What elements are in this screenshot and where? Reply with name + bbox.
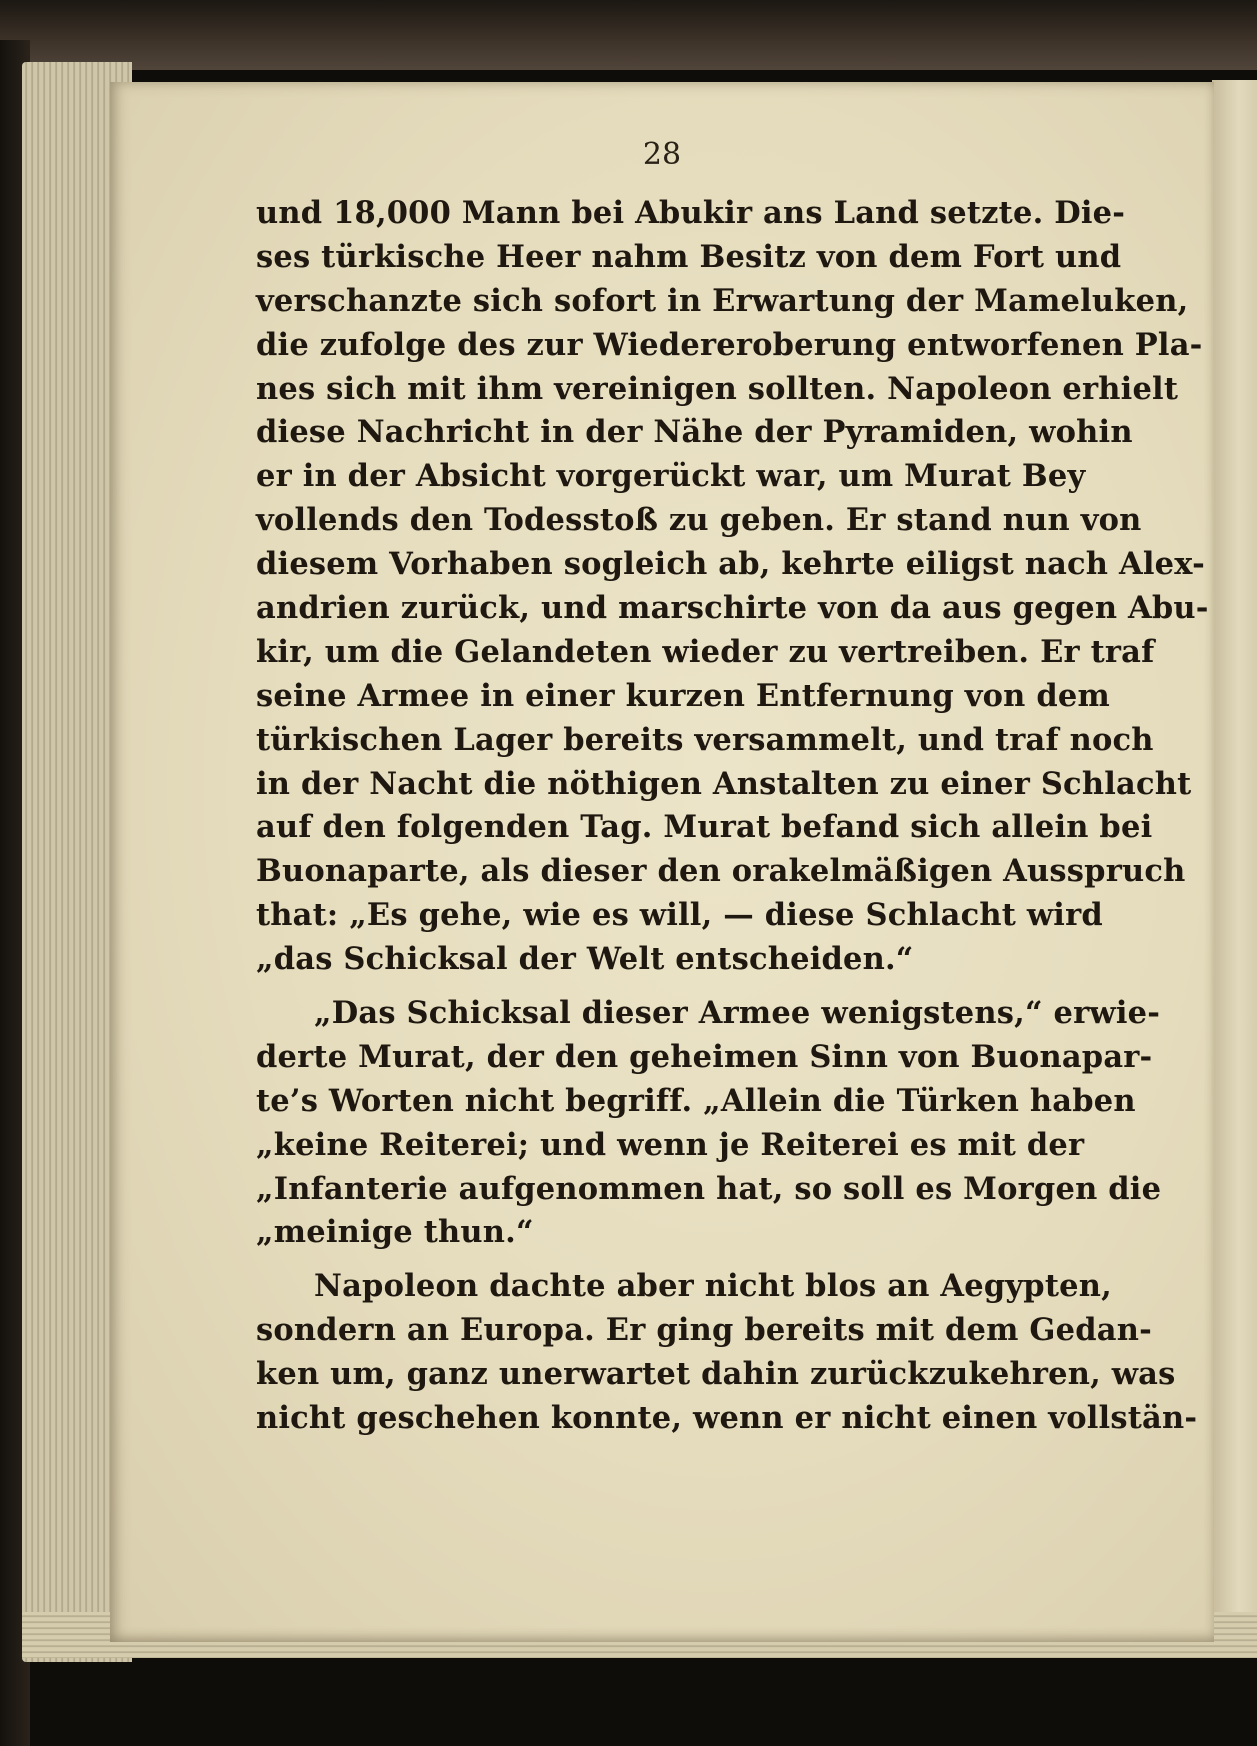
page-edge-right xyxy=(1212,80,1257,1640)
text-line: ken um, ganz unerwartet dahin zurückzukehren, was xyxy=(256,1356,1176,1393)
text-line: that: „Es gehe, wie es will, — diese Schlacht wird xyxy=(256,897,1103,934)
text-line: diese Nachricht in der Nähe der Pyramiden, wohin xyxy=(256,414,1133,451)
text-line: te’s Worten nicht begriff. „Allein die Türken haben xyxy=(256,1082,1136,1119)
text-line: ses türkische Heer nahm Besitz von dem Fort und xyxy=(256,238,1122,275)
text-line: verschanzte sich sofort in Erwartung der Mameluken, xyxy=(256,282,1189,319)
paragraph-3 xyxy=(256,1265,1198,1441)
text-line: sondern an Europa. Er ging bereits mit dem Gedan- xyxy=(256,1312,1152,1349)
text-line: „Infanterie aufgenommen hat, so soll es Morgen die xyxy=(256,1170,1162,1207)
page-text xyxy=(256,192,1209,1441)
text-line: türkischen Lager bereits versammelt, und traf noch xyxy=(256,721,1154,758)
text-line: nicht geschehen konnte, wenn er nicht einen vollstän- xyxy=(256,1400,1198,1437)
paragraph-1 xyxy=(256,192,1209,982)
book-page xyxy=(110,82,1214,1642)
text-line: auf den folgenden Tag. Murat befand sich allein bei xyxy=(256,809,1153,846)
text-line: Napoleon dachte aber nicht blos an Aegypten, xyxy=(314,1268,1112,1305)
page-number: 28 xyxy=(642,137,682,172)
text-line: nes sich mit ihm vereinigen sollten. Napoleon erhielt xyxy=(256,370,1179,407)
book-cover-top xyxy=(0,0,1257,70)
text-line: er in der Absicht vorgerückt war, um Murat Bey xyxy=(256,458,1086,495)
text-line: diesem Vorhaben sogleich ab, kehrte eiligst nach Alex- xyxy=(256,546,1205,583)
text-line: seine Armee in einer kurzen Entfernung von dem xyxy=(256,677,1110,714)
text-line: „Das Schicksal dieser Armee wenigstens,“ erwie- xyxy=(314,995,1161,1032)
text-line: „das Schicksal der Welt entscheiden.“ xyxy=(256,941,914,978)
text-line: andrien zurück, und marschirte von da aus gegen Abu- xyxy=(256,590,1209,627)
text-line: in der Nacht die nöthigen Anstalten zu einer Schlacht xyxy=(256,765,1192,802)
text-line: derte Murat, der den geheimen Sinn von Buonapar- xyxy=(256,1038,1153,1075)
text-line: und 18,000 Mann bei Abukir ans Land setzte. Die- xyxy=(256,195,1126,231)
text-line: „keine Reiterei; und wenn je Reiterei es mit der xyxy=(256,1126,1085,1163)
text-line: kir, um die Gelandeten wieder zu vertreiben. Er traf xyxy=(256,633,1155,670)
paragraph-2 xyxy=(256,992,1162,1255)
text-line: vollends den Todesstoß zu geben. Er stand nun von xyxy=(256,502,1142,539)
text-line: „meinige thun.“ xyxy=(256,1214,534,1251)
text-line: die zufolge des zur Wiedereroberung entworfenen Pla- xyxy=(256,326,1203,363)
text-line: Buonaparte, als dieser den orakelmäßigen Ausspruch xyxy=(256,853,1186,890)
